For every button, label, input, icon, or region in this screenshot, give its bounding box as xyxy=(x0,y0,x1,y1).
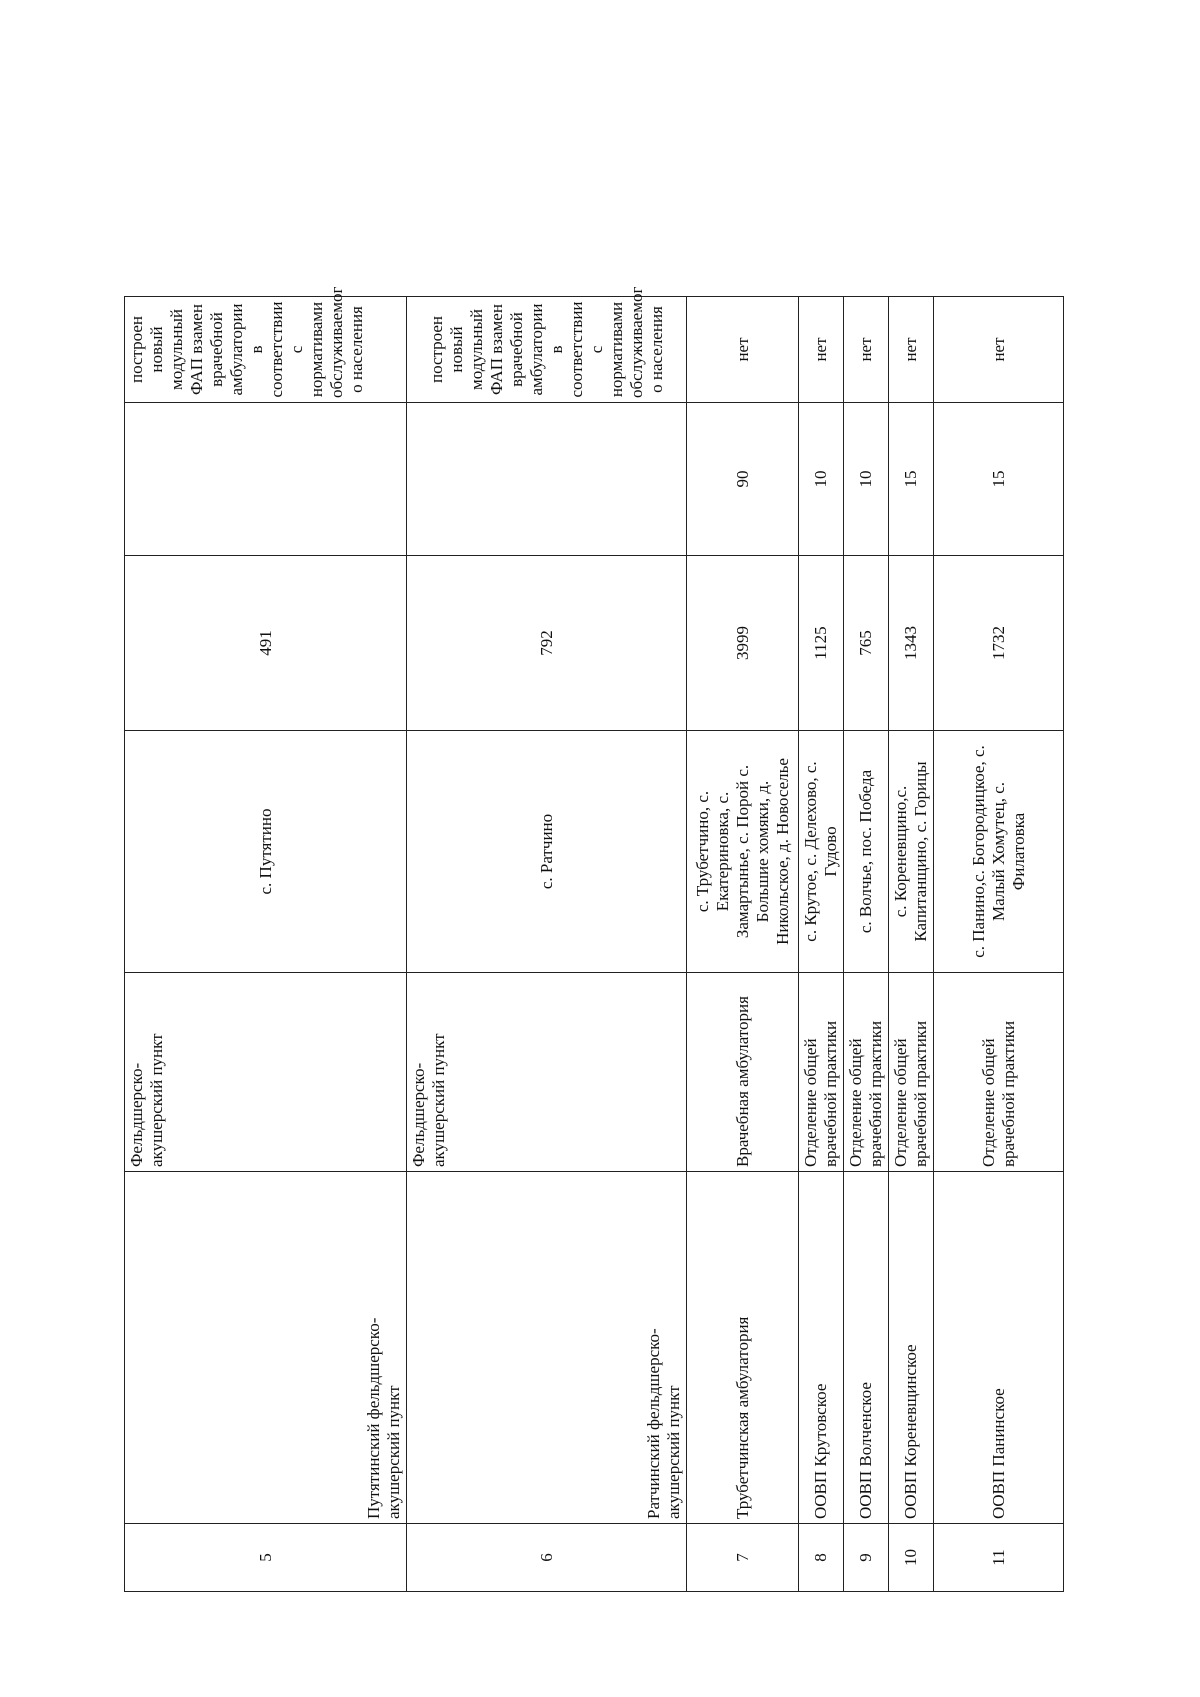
row-number: 9 xyxy=(844,1524,889,1592)
note: нет xyxy=(934,297,1064,403)
served-localities: с. Панино,с. Богородицкое, с. Малый Хомутец, с. Филатовка xyxy=(934,731,1064,973)
population: 491 xyxy=(125,556,407,731)
distance: 10 xyxy=(844,403,889,556)
facility-type: Врачебная амбулатория xyxy=(687,973,799,1172)
rotated-page xyxy=(124,286,1060,1592)
distance: 90 xyxy=(687,403,799,556)
note: построен новый модульный ФАП взамен врачебной амбулатории в соответствии с нормативами обслуживаемог о населения xyxy=(125,297,407,403)
table-row xyxy=(687,297,799,1592)
served-localities: с. Ратчино xyxy=(407,731,687,973)
facility-type: Отделение общей врачебной практики xyxy=(844,973,889,1172)
facility-name: Путятинский фельдшерско- акушерский пункт xyxy=(125,1172,407,1524)
facility-name: ООВП Панинское xyxy=(934,1172,1064,1524)
distance xyxy=(407,403,687,556)
facility-type: Отделение общей врачебной практики xyxy=(889,973,934,1172)
table-row xyxy=(125,297,407,1592)
note: нет xyxy=(799,297,844,403)
facility-name: Ратчинский фельдшерско- акушерский пункт xyxy=(407,1172,687,1524)
note: нет xyxy=(889,297,934,403)
distance: 15 xyxy=(889,403,934,556)
served-localities: с. Крутое, с. Делехово, с. Гудово xyxy=(799,731,844,973)
served-localities: с. Путятино xyxy=(125,731,407,973)
table-row xyxy=(799,297,844,1592)
facility-type: Отделение общей врачебной практики xyxy=(934,973,1064,1172)
table-row xyxy=(844,297,889,1592)
row-number: 5 xyxy=(125,1524,407,1592)
population: 1125 xyxy=(799,556,844,731)
distance: 15 xyxy=(934,403,1064,556)
note: нет xyxy=(687,297,799,403)
served-localities: с. Волчье, пос. Победа xyxy=(844,731,889,973)
population: 3999 xyxy=(687,556,799,731)
population: 765 xyxy=(844,556,889,731)
facility-name: ООВП Кореневщинское xyxy=(889,1172,934,1524)
row-number: 8 xyxy=(799,1524,844,1592)
distance: 10 xyxy=(799,403,844,556)
facility-type: Фельдшерско- акушерский пункт xyxy=(407,973,687,1172)
table-row xyxy=(889,297,934,1592)
facility-type: Отделение общей врачебной практики xyxy=(799,973,844,1172)
note: построен новый модульный ФАП взамен врачебной амбулатории в соответствии с нормативами обслуживаемог о населения xyxy=(407,297,687,403)
facility-type: Фельдшерско- акушерский пункт xyxy=(125,973,407,1172)
served-localities: с. Кореневщино,с. Капитанщино, с. Горицы xyxy=(889,731,934,973)
table-row xyxy=(407,297,687,1592)
row-number: 10 xyxy=(889,1524,934,1592)
facility-name: ООВП Крутовское xyxy=(799,1172,844,1524)
row-number: 7 xyxy=(687,1524,799,1592)
population: 1732 xyxy=(934,556,1064,731)
population: 1343 xyxy=(889,556,934,731)
facilities-table xyxy=(124,286,1064,1592)
population: 792 xyxy=(407,556,687,731)
facility-name: Трубетчинская амбулатория xyxy=(687,1172,799,1524)
distance xyxy=(125,403,407,556)
row-number: 11 xyxy=(934,1524,1064,1592)
facility-name: ООВП Волченское xyxy=(844,1172,889,1524)
note: нет xyxy=(844,297,889,403)
table-row xyxy=(934,297,1064,1592)
served-localities: с. Трубетчино, с. Екатериновка, с. Замартынье, с. Порой с. Большие хомяки, д. Никольское, д. Новоселье xyxy=(687,731,799,973)
row-number: 6 xyxy=(407,1524,687,1592)
